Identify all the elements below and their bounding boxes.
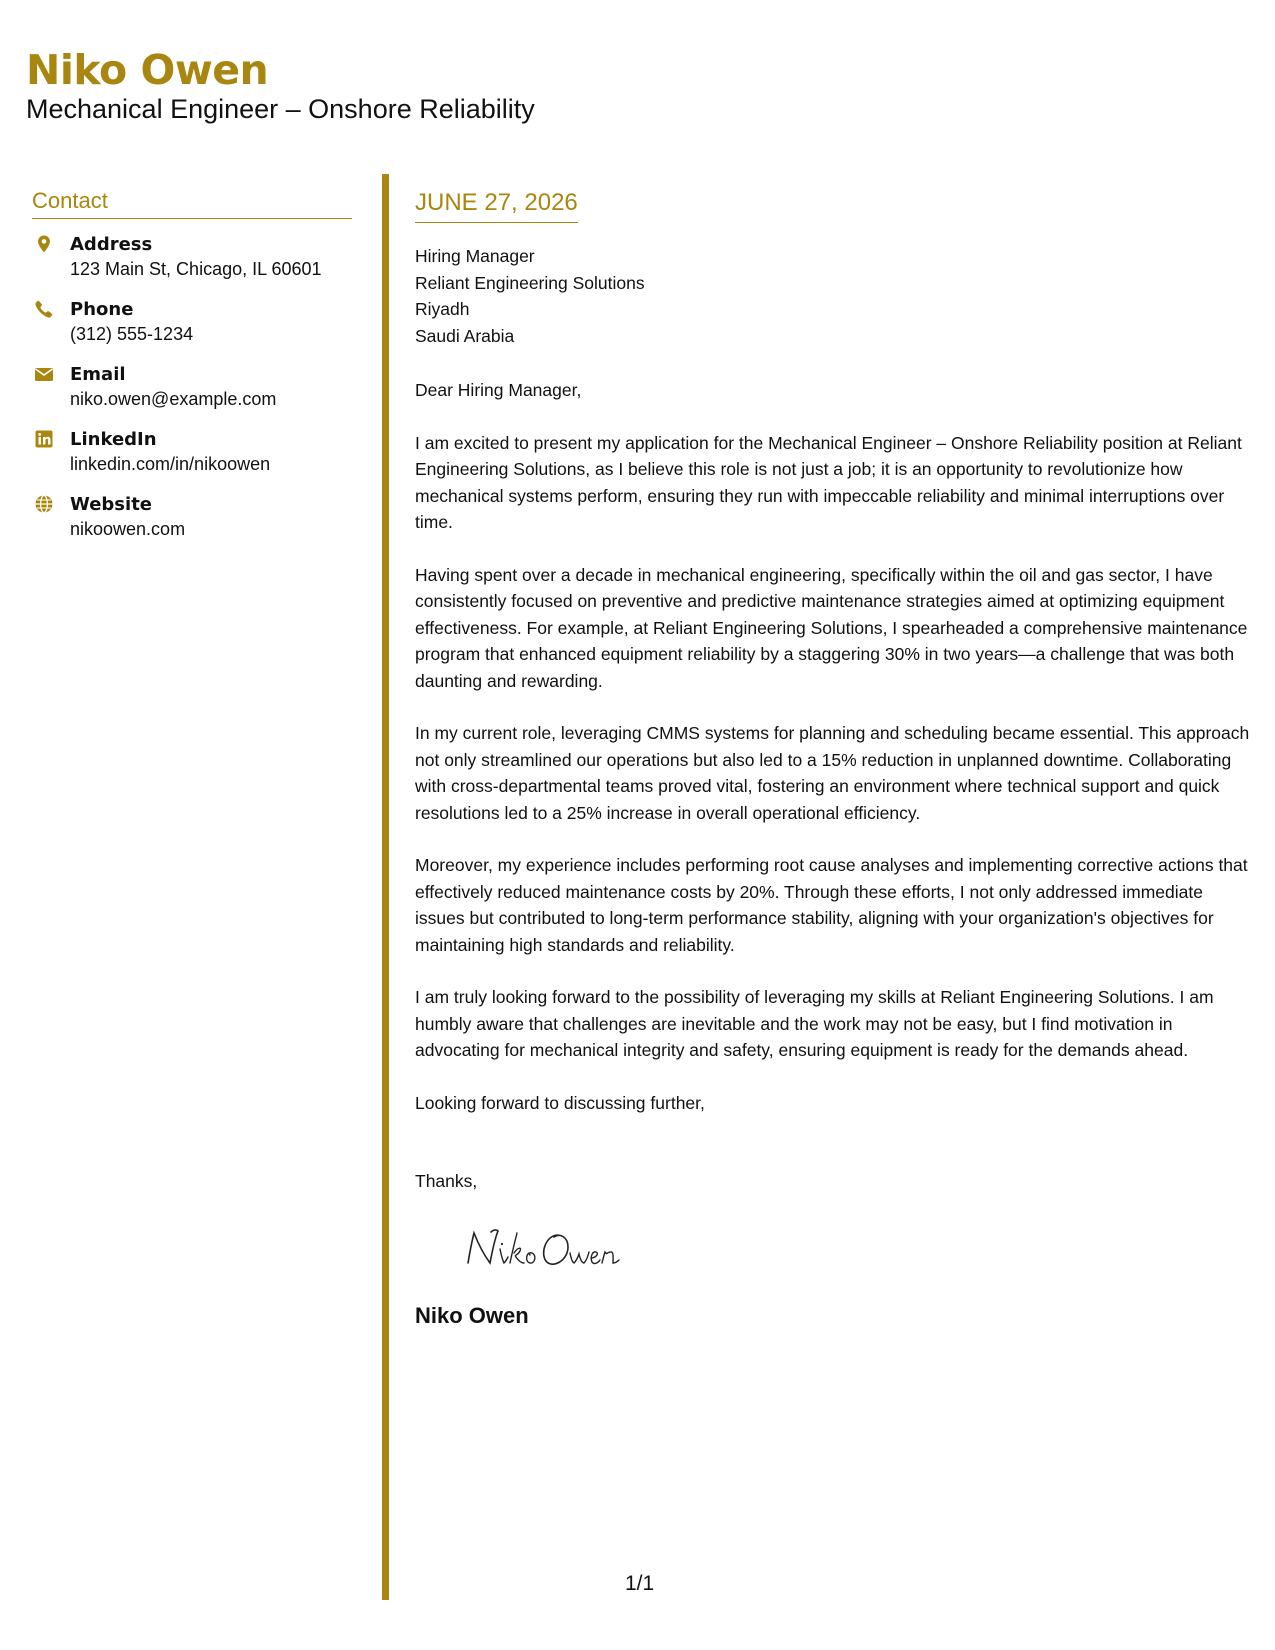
body-paragraph: I am excited to present my application for the Mechanical Engineer – Onshore Reliability position at Reliant Engineering Solutions, as I believe this role is not just a job; it is an opportunity to revolutionize how mechanical systems perform, ensuring they run with impeccable reliability and minimal interruptions over time. <box>415 432 1242 532</box>
handwritten-signature <box>460 1223 630 1273</box>
applicant-name: Niko Owen <box>26 46 269 94</box>
recipient-line: Riyadh <box>415 299 470 319</box>
page-number: 1/1 <box>625 1572 655 1595</box>
contact-value: (312) 555-1234 <box>70 324 194 344</box>
greeting: Dear Hiring Manager, <box>415 380 582 400</box>
recipient-line: Reliant Engineering Solutions <box>415 272 645 293</box>
recipient-line: Hiring Manager <box>415 246 535 266</box>
body-paragraph: I am truly looking forward to the possibility of leveraging my skills at Reliant Engineering Solutions. I am humbly aware that challenges are inevitable and the work may not be easy, but I find motivation in advocating for mechanical integrity and safety, ensuring equipment is ready for the demands ahead. <box>415 987 1214 1060</box>
contact-value: niko.owen@example.com <box>70 389 277 409</box>
contact-website <box>32 493 352 542</box>
globe-icon <box>34 494 54 514</box>
contact-label: Website <box>70 494 153 515</box>
body-paragraph: In my current role, leveraging CMMS systems for planning and scheduling became essential. This approach not only streamlined our operations but also led to a 15% reduction in unplanned downtime. Collaborating with cross-departmental teams proved vital, fostering an environment where technical support and quick resolutions led to a 25% increase in overall operational efficiency. <box>415 723 1250 823</box>
letter-date: JUNE 27, 2026 <box>415 189 578 216</box>
contact-label: Phone <box>70 299 134 320</box>
contact-linkedin <box>32 428 352 477</box>
contact-heading: Contact <box>32 188 352 219</box>
contact-label: LinkedIn <box>70 429 157 450</box>
recipient-line: Saudi Arabia <box>415 325 515 346</box>
envelope-icon <box>34 364 54 384</box>
column-divider <box>382 174 389 1600</box>
body-paragraph: Having spent over a decade in mechanical engineering, specifically within the oil and gas sector, I have consistently focused on preventive and predictive maintenance strategies aimed at optimizing equipment effectiveness. For example, at Reliant Engineering Solutions, I spearheaded a comprehensive maintenance program that enhanced equipment reliability by a staggering 30% in two years—a challenge that was both daunting and rewarding. <box>415 564 1248 691</box>
contact-value: nikoowen.com <box>70 519 186 539</box>
signatory-name: Niko Owen <box>415 1302 529 1328</box>
closing-line: Looking forward to discussing further, <box>415 1092 705 1113</box>
letter-body <box>415 188 1255 1329</box>
contact-label: Email <box>70 364 126 385</box>
body-paragraph: Moreover, my experience includes performing root cause analyses and implementing corrective actions that effectively reduced maintenance costs by 20%. Through these efforts, I not only addressed immediate issues but contributed to long-term performance stability, aligning with your organization's objectives for maintaining high standards and reliability. <box>415 855 1248 955</box>
date-block <box>415 188 578 223</box>
thanks-line: Thanks, <box>415 1171 478 1191</box>
resume-header <box>26 48 535 125</box>
phone-icon <box>34 299 54 319</box>
map-pin-icon <box>34 234 54 254</box>
contact-email <box>32 363 352 412</box>
contact-value: 123 Main St, Chicago, IL 60601 <box>70 259 322 279</box>
contact-sidebar <box>32 188 352 558</box>
contact-value: linkedin.com/in/nikoowen <box>70 454 271 474</box>
recipient-block <box>415 243 1255 349</box>
contact-phone <box>32 298 352 347</box>
contact-label: Address <box>70 234 153 255</box>
job-title: Mechanical Engineer – Onshore Reliability <box>26 94 535 125</box>
linkedin-icon <box>34 429 54 449</box>
contact-address <box>32 233 352 282</box>
